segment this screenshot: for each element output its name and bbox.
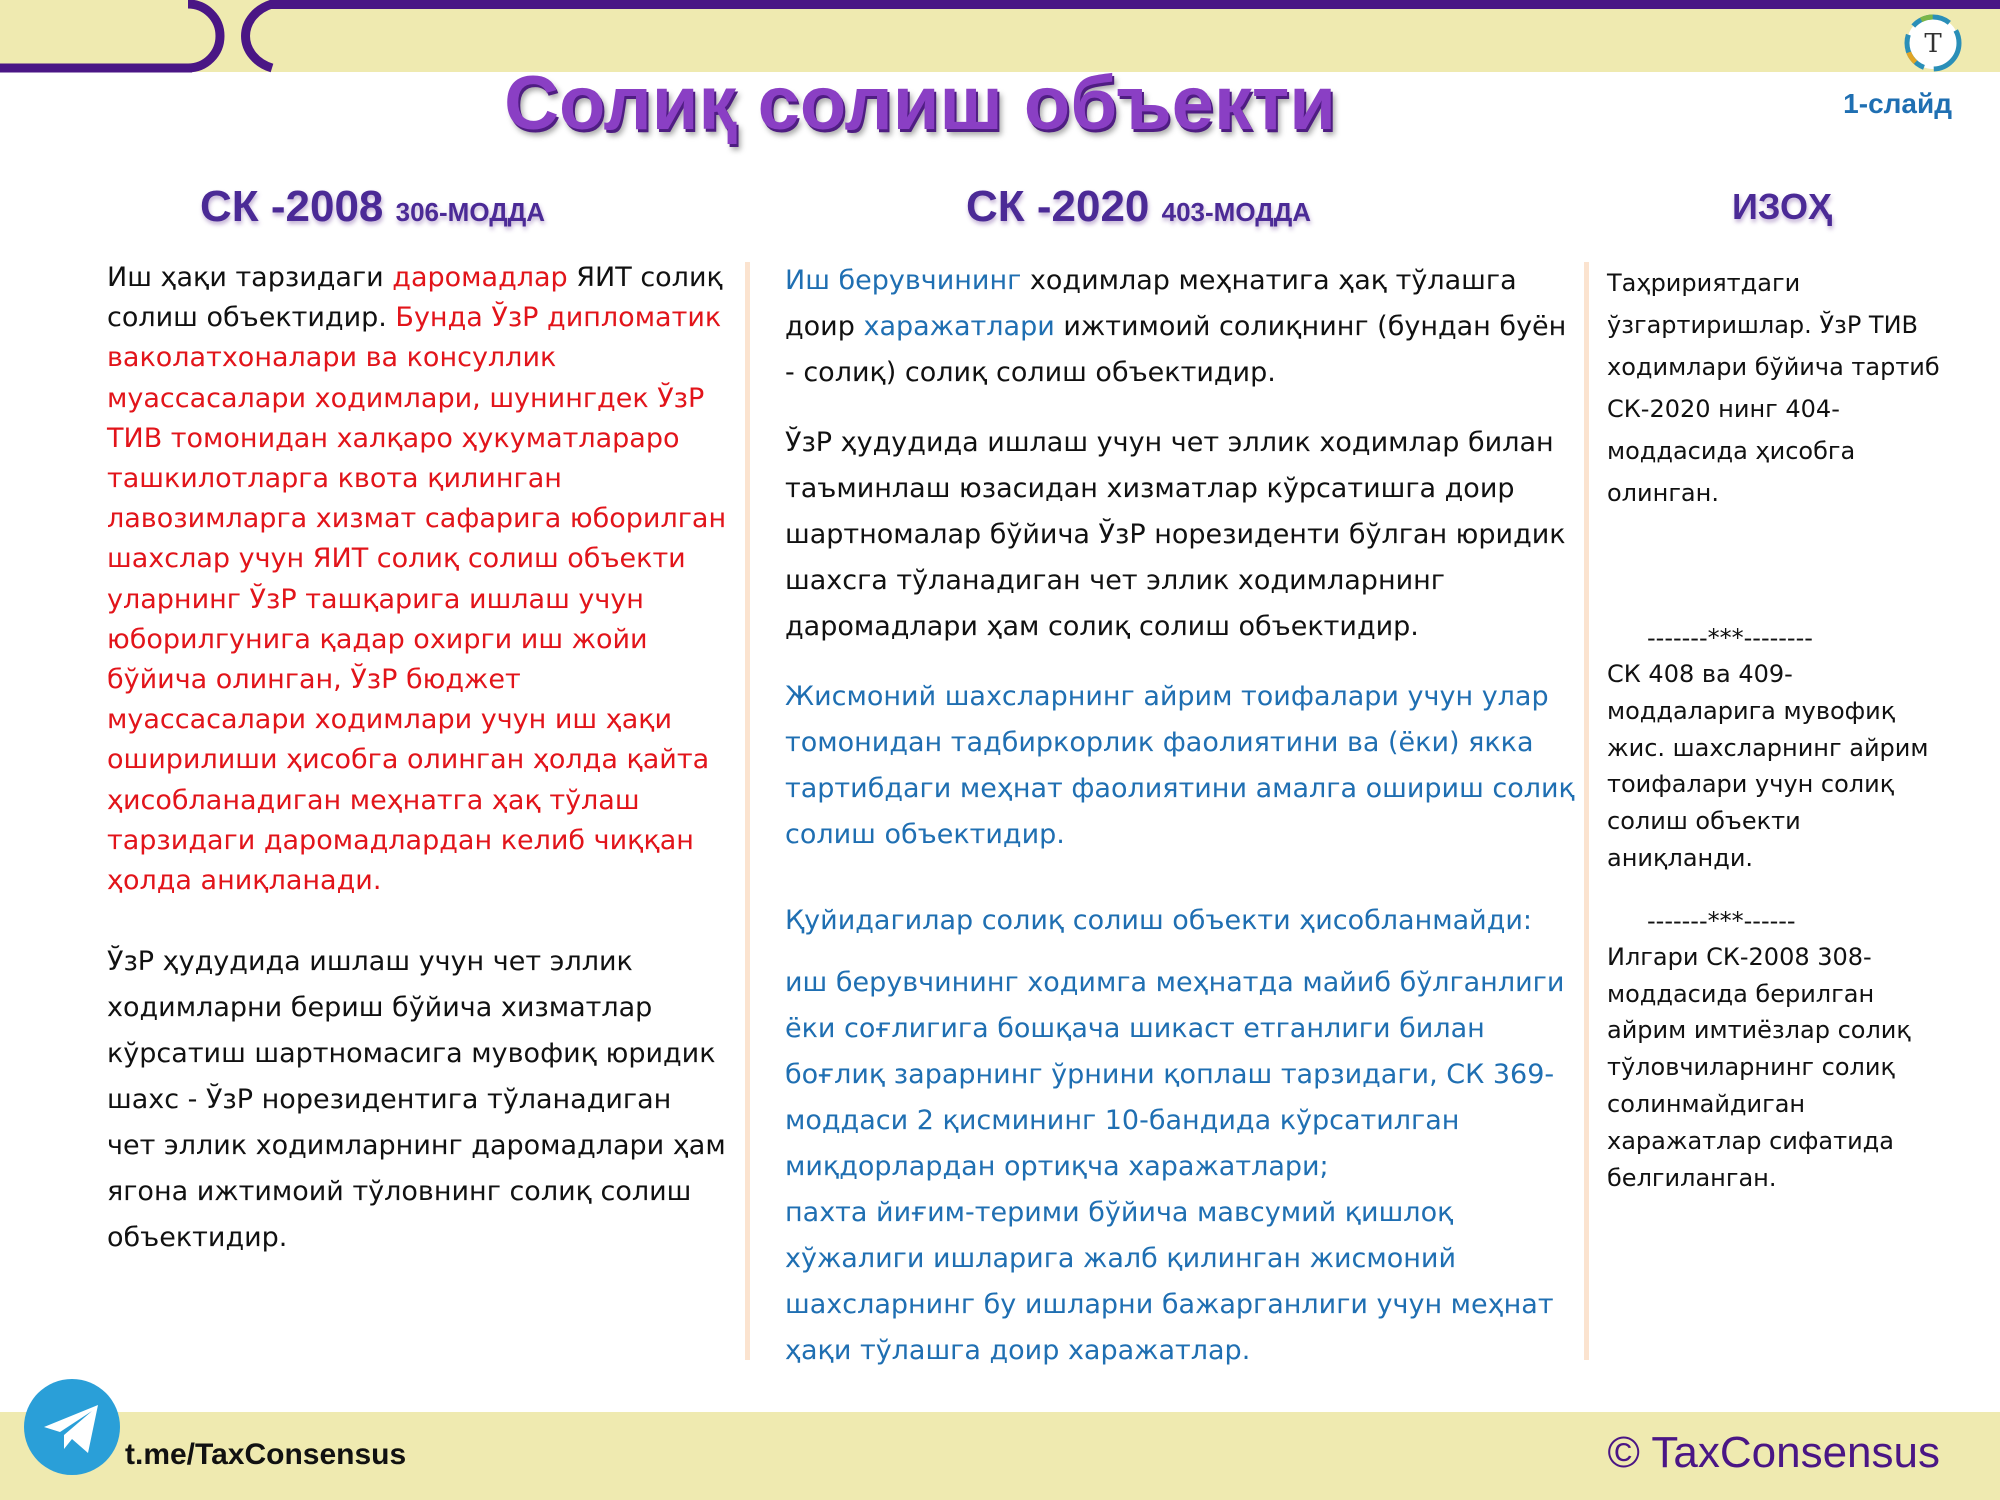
column-divider: [745, 262, 750, 1360]
highlight-span: даромадлар: [392, 262, 568, 293]
note: Илгари СК-2008 308-моддасида берилган айрим имтиёзлар солиқ тўловчиларнинг солиқ солинмайдиган харажатлар сифатида белгиланган.: [1607, 942, 1911, 1192]
column-notes-text: [1607, 262, 1952, 1196]
column-sk2020-text: [785, 258, 1575, 1374]
text-span: ЯИТ солиқ солиш объектидир.: [107, 262, 723, 334]
highlight-span: харажатлари: [863, 311, 1055, 342]
note: СК 408 ва 409-моддаларига мувофиқ жис. шахсларнинг айрим тоифалари учун солиқ солиш объекти аниқланди.: [1607, 660, 1929, 872]
page-title: Солиқ солиш объекти: [504, 61, 1336, 146]
note: Таҳририятдаги ўзгартиришлар. ЎзР ТИВ ходимлари бўйича тартиб СК-2020 нинг 404-моддасида ҳисобга олинган.: [1607, 269, 1940, 507]
column-heading-article: 403-МОДДА: [1161, 197, 1312, 227]
logo-letter: T: [1924, 29, 1942, 59]
text-span: ходимлар меҳнатига ҳақ тўлашга доир: [785, 265, 1517, 342]
column-sk2008-text: [107, 258, 727, 1261]
copyright-text: © TaxConsensus: [1607, 1428, 1940, 1477]
taxconsensus-logo-icon: [1902, 12, 1964, 74]
telegram-icon[interactable]: [22, 1377, 122, 1477]
paragraph: Қуйидагилар солиқ солиш объекти ҳисобланмайди:: [785, 905, 1533, 936]
paragraph: Жисмоний шахсларнинг айрим тоифалари учун улар томонидан тадбиркорлик фаолиятини ва (ёки) якка тартибдаги меҳнат фаолиятини амалга ошириш солиқ солиш объектидир.: [785, 681, 1575, 850]
column-heading-article: 306-МОДДА: [395, 197, 546, 227]
paragraph: пахта йиғим-терими бўйича мавсумий қишлоқ хўжалиги ишларига жалб қилинган жисмоний шахсларнинг бу ишларни бажарганлиги учун меҳнат ҳақи тўлашга доир харажатлар.: [785, 1197, 1554, 1366]
paragraph: [785, 258, 1575, 396]
text-span: Иш ҳақи тарзидаги: [107, 262, 393, 293]
telegram-channel-link[interactable]: t.me/TaxConsensus: [125, 1438, 407, 1471]
separator: -------***------: [1647, 906, 1796, 935]
slide-number: 1-слайд: [1843, 88, 1952, 119]
paragraph: ЎзР ҳудудида ишлаш учун чет эллик ходимлар билан таъминлаш юзасидан хизматлар кўрсатишга доир шартномалар бўйича ЎзР норезиденти бўлган юридик шахсга тўланадиган чет эллик ходимларнинг даромадлари ҳам солиқ солиш объектидир.: [785, 427, 1566, 642]
highlight-span: Иш берувчининг: [785, 265, 1022, 296]
separator: -------***--------: [1647, 624, 1813, 652]
text-span: ижтимоий солиқнинг (бундан буён - солиқ) солиқ солиш объектидир.: [785, 311, 1567, 388]
column-heading-sk2008: [200, 182, 545, 232]
column-heading-text: СК -2008: [200, 182, 384, 231]
column-divider: [1584, 262, 1589, 1360]
column-heading-notes: ИЗОҲ: [1732, 186, 1832, 227]
paragraph: [107, 258, 727, 901]
highlight-span: Бунда ЎзР дипломатик ваколатхоналари ва консуллик муассасалари ходимлари, шунингдек ЎзР ТИВ томонидан халқаро ҳукуматлараро ташкилотларга квота қилинган лавозимларга хизмат сафарига юборилган шахслар учун ЯИТ солиқ солиш объекти уларнинг ЎзР ташқарига ишлаш учун юборилгунига қадар охирги иш жойи бўйича олинган, ЎзР бюджет муассасалари ходимлари учун иш ҳақи оширилиши ҳисобга олинган ҳолда қайта ҳисобланадиган меҳнатга ҳақ тўлаш тарзидаги даромадлардан келиб чиққан ҳолда аниқланади.: [107, 302, 727, 897]
top-line: [270, 0, 2000, 9]
paragraph: ЎзР ҳудудида ишлаш учун чет эллик ходимларни бериш бўйича хизматлар кўрсатиш шартномасига мувофиқ юридик шахс - ЎзР норезидентига тўланадиган чет эллик ходимларнинг даромадлари ҳам ягона ижтимоий тўловнинг солиқ солиш объектидир.: [107, 946, 726, 1254]
paragraph: иш берувчининг ходимга меҳнатда майиб бўлганлиги ёки соғлигига бошқача шикаст етганлиги билан боғлиқ зарарнинг ўрнини қоплаш тарзидаги, СК 369-моддаси 2 қисмининг 10-бандида кўрсатилган миқдорлардан ортиқча харажатлари;: [785, 967, 1565, 1182]
column-heading-text: СК -2020: [966, 182, 1150, 231]
column-heading-sk2020: [966, 182, 1311, 232]
